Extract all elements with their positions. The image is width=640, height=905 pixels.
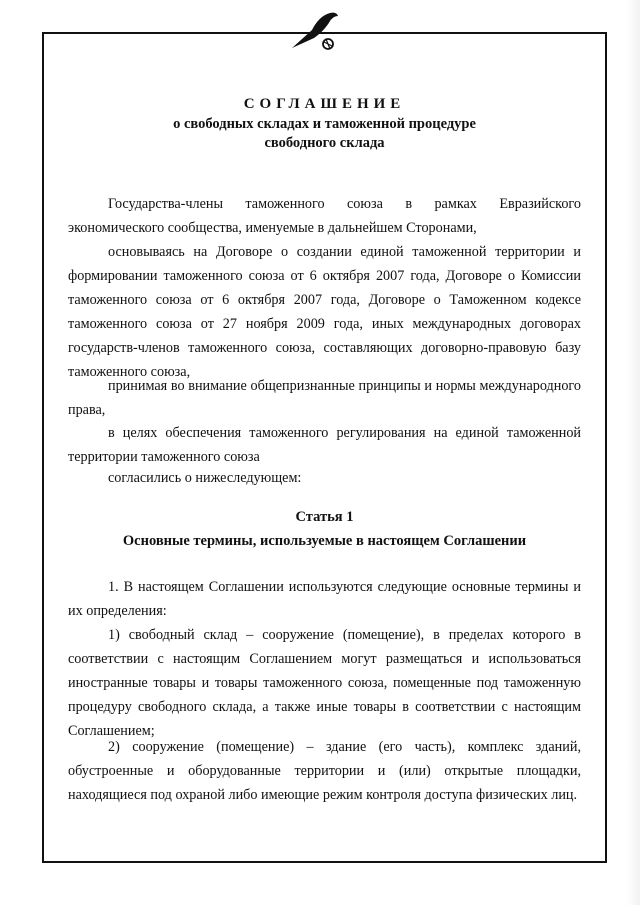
subtitle-line-2: свободного склада <box>264 135 385 151</box>
bird-emblem-icon <box>290 8 340 52</box>
subtitle-line-1: о свободных складах и таможенной процедуре <box>173 116 476 132</box>
article-paragraph: 1. В настоящем Соглашении используются следующие основные термины и их определения: <box>68 579 581 619</box>
preamble-paragraph: в целях обеспечения таможенного регулирования на единой таможенной территории таможенного союза <box>68 425 581 465</box>
preamble-paragraph: основываясь на Договоре о создании единой таможенной территории и формировании таможенного союза от 6 октября 2007 года, Договоре о Комиссии таможенного союза от 6 октября 2007 года, Договоре о Таможенном кодексе таможенного союза от 27 ноября 2009 года, иных международных договорах государств-членов таможенного союза, составляющих договорно-правовую базу таможенного союза, <box>68 244 581 380</box>
preamble-paragraph: Государства-члены таможенного союза в рамках Евразийского экономического сообщества, именуемые в дальнейшем Сторонами, <box>68 196 581 236</box>
preamble-paragraph: согласились о нижеследующем: <box>108 470 302 486</box>
article-title: Основные термины, используемые в настоящем Соглашении <box>122 533 527 549</box>
scan-edge <box>626 0 640 905</box>
document-title: СОГЛАШЕНИЕ <box>243 96 406 112</box>
article-number: Статья 1 <box>295 509 354 525</box>
preamble-paragraph: принимая во внимание общепризнанные принципы и нормы международного права, <box>68 378 581 418</box>
document-subtitle <box>42 115 607 153</box>
article-paragraph: 1) свободный склад – сооружение (помещение), в пределах которого в соответствии с настоящим Соглашением могут размещаться и использоваться иностранные товары и товары таможенного союза, помещенные под таможенную процедуру свободного склада, а также иные товары в соответствии с настоящим Соглашением; <box>68 627 581 739</box>
article-paragraph: 2) сооружение (помещение) – здание (его часть), комплекс зданий, обустроенные и оборудованные территории и (или) открытые площадки, находящиеся под охраной либо имеющие режим контроля доступа физических лиц. <box>68 739 581 803</box>
